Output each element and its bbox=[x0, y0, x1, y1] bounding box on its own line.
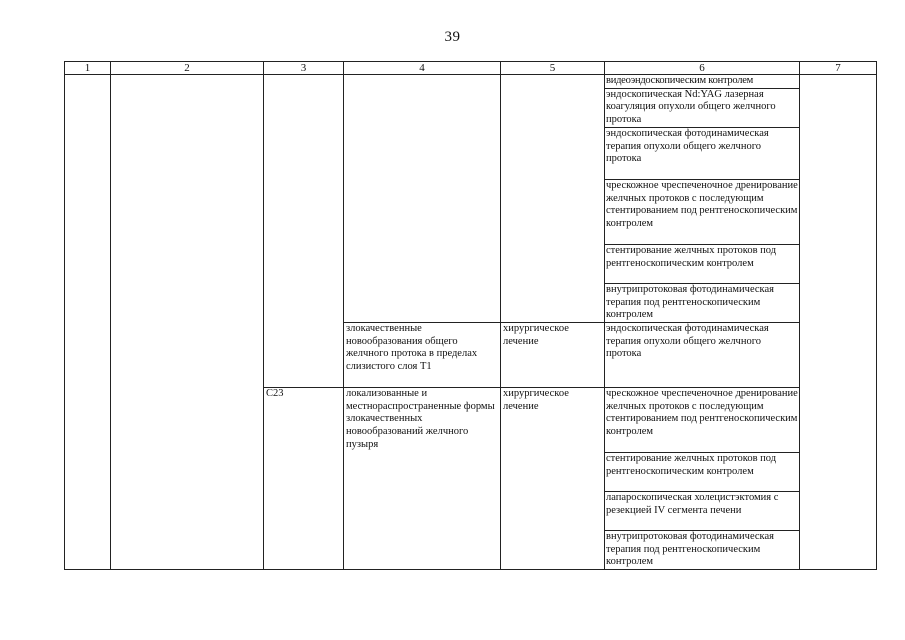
method-cell: стентирование желчных протоков под рентгеноскопическим контролем bbox=[605, 452, 800, 491]
method-cell: лапароскопическая холецистэктомия с резекцией IV сегмента печени bbox=[605, 491, 800, 530]
column-header: 1 bbox=[65, 62, 111, 75]
table-cell-col7 bbox=[800, 75, 877, 570]
treatment-cell: хирургическое лечение bbox=[501, 322, 605, 387]
diagnosis-cell: локализованные и местнораспространенные формы злокачественных новообразований желчного пузыря bbox=[344, 387, 501, 569]
method-cell: эндоскопическая фотодинамическая терапия опухоли общего желчного протока bbox=[605, 322, 800, 387]
page-number: 39 bbox=[444, 29, 461, 45]
table-cell-col2 bbox=[111, 75, 264, 570]
table-row bbox=[65, 75, 877, 89]
method-cell: эндоскопическая фотодинамическая терапия опухоли общего желчного протока bbox=[605, 127, 800, 179]
method-cell: видеоэндоскопическим контролем bbox=[605, 75, 800, 89]
method-cell: чрескожное чреспеченочное дренирование желчных протоков с последующим стентированием под рентгеноскопическим контролем bbox=[605, 387, 800, 452]
method-cell: внутрипротоковая фотодинамическая терапия под рентгеноскопическим контролем bbox=[605, 283, 800, 322]
method-cell: стентирование желчных протоков под рентгеноскопическим контролем bbox=[605, 244, 800, 283]
diagnosis-cell: злокачественные новообразования общего желчного протока в пределах слизистого слоя T1 bbox=[344, 322, 501, 387]
column-header: 6 bbox=[605, 62, 800, 75]
method-cell: чрескожное чреспеченочное дренирование желчных протоков с последующим стентированием под рентгеноскопическим контролем bbox=[605, 179, 800, 244]
method-cell: внутрипротоковая фотодинамическая терапия под рентгеноскопическим контролем bbox=[605, 530, 800, 569]
column-header: 4 bbox=[344, 62, 501, 75]
column-header: 7 bbox=[800, 62, 877, 75]
table-cell-col3 bbox=[264, 75, 344, 388]
table-cell-col4 bbox=[344, 75, 501, 323]
table-cell-col5 bbox=[501, 75, 605, 323]
procedures-table bbox=[64, 61, 877, 570]
column-header: 5 bbox=[501, 62, 605, 75]
column-header: 3 bbox=[264, 62, 344, 75]
treatment-cell: хирургическое лечение bbox=[501, 387, 605, 569]
method-cell: эндоскопическая Nd:YAG лазерная коагуляция опухоли общего желчного протока bbox=[605, 88, 800, 127]
table-header-row bbox=[65, 62, 877, 75]
icd-code-cell: C23 bbox=[264, 387, 344, 569]
table-cell-col1 bbox=[65, 75, 111, 570]
column-header: 2 bbox=[111, 62, 264, 75]
